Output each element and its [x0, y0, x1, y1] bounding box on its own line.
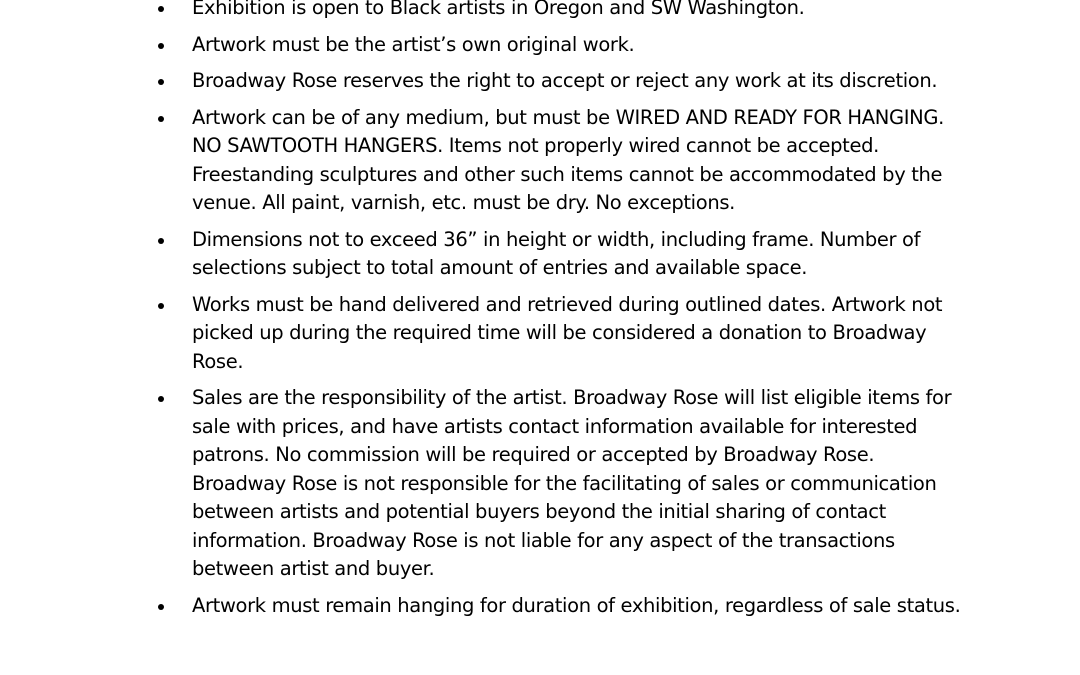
rule-acceptance [0, 67, 962, 96]
rule-text: Artwork must be the artist’s own original work. [192, 32, 635, 56]
rule-sales [0, 384, 962, 584]
bullet-icon [158, 79, 164, 85]
bullet-icon [158, 238, 164, 244]
rule-original-work [0, 31, 962, 60]
rule-delivery [0, 291, 962, 377]
rule-text: Works must be hand delivered and retrieved during outlined dates. Artwork not picked up during the required time will be considered a donation to Broadway Rose. [192, 292, 943, 373]
bullet-icon [158, 6, 164, 12]
rule-text: Artwork must remain hanging for duration of exhibition, regardless of sale status. [192, 593, 961, 617]
bullet-icon [158, 604, 164, 610]
bullet-icon [158, 396, 164, 402]
rule-text: Broadway Rose reserves the right to accept or reject any work at its discretion. [192, 69, 938, 92]
bullet-icon [158, 116, 164, 122]
rule-eligibility [0, 0, 962, 23]
rule-text: Artwork can be of any medium, but must be WIRED AND READY FOR HANGING. NO SAWTOOTH HANGERS. Items not properly wired cannot be accepted. Freestanding sculptures and other such items cannot be accommodated by the venue. All paint, varnish, etc. must be dry. No exceptions. [192, 105, 944, 214]
rule-text: Sales are the responsibility of the artist. Broadway Rose will list eligible items for sale with prices, and have artists contact information available for interested patrons. No commission will be required or accepted by Broadway Rose. Broadway Rose is not responsible for the facilitating of sales or communication between artists and potential buyers beyond the initial sharing of contact information. Broadway Rose is not liable for any aspect of the transactions between artist and buyer. [192, 386, 952, 580]
bullet-icon [158, 43, 164, 49]
rule-medium-hanging [0, 104, 962, 218]
rule-text: Exhibition is open to Black artists in Oregon and SW Washington. [192, 0, 805, 19]
rule-text: Dimensions not to exceed 36” in height or width, including frame. Number of selections subject to total amount of entries and available space. [192, 227, 921, 279]
rule-duration [0, 592, 962, 621]
bullet-icon [158, 303, 164, 309]
rule-dimensions [0, 226, 962, 283]
